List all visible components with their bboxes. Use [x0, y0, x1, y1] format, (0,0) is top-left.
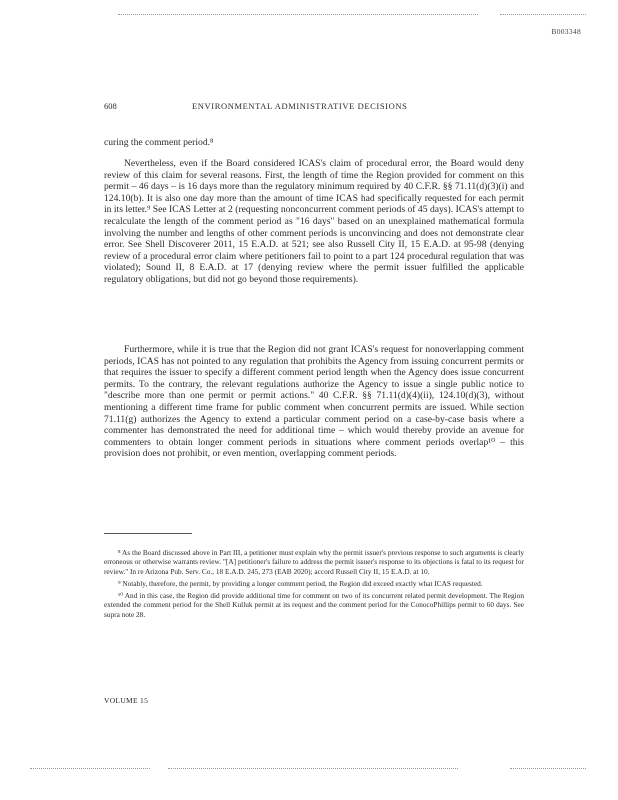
paragraph-text: Nevertheless, even if the Board considered ICAS's claim of procedural error, the Board would deny review of this claim for several reasons. First, the length of time the Region provided for comment on this permit – 46 days – is 16 days more than the regulatory minimum required by 40 C.F.R. §§ 71.11(d)(3)(i) and 124.10(b). It is also one day more than the amount of time ICAS had specifically requested for each permit in its letter.⁹ See ICAS Letter at 2 (requesting nonconcurrent comment periods of 45 days). ICAS's attempt to recalculate the length of the comment period as "16 days" based on an unexplained mathematical formula involving the number and lengths of other comment periods is unconvincing and does not demonstrate clear error. See Shell Discoverer 2011, 15 E.A.D. at 521; see also Russell City II, 15 E.A.D. at 95-98 (denying review of a procedural error claim where petitioners fail to point to a part 124 procedural regulation that was violated); Sound II, 8 E.A.D. at 17 (denying review where the permit issuer fulfilled the applicable regulatory obligations, but did not go beyond those requirements). [104, 158, 524, 285]
footnote-10: ¹⁰ And in this case, the Region did provide additional time for comment on two of its concurrent related permit development. The Region extended the comment period for the Shell Kulluk permit at its request and the comment period for the ConocoPhillips permit to 60 days. See supra note 28. [104, 591, 524, 619]
page-number: 608 [104, 101, 117, 111]
body-paragraph-1 [104, 137, 524, 149]
scan-dotted-edge-bottom-right [510, 768, 586, 769]
volume-label: VOLUME 15 [104, 696, 149, 705]
scan-dotted-edge-top-right [500, 14, 586, 15]
body-paragraph-2 [104, 158, 524, 286]
footnote-rule [104, 533, 192, 534]
body-paragraph-3 [104, 344, 524, 460]
footnotes [104, 548, 524, 622]
paragraph-text: Furthermore, while it is true that the Region did not grant ICAS's request for nonoverlapping comment periods, ICAS has not pointed to any regulation that prohibits the Agency from issuing concurrent permits or that requires the issuer to specify a different comment period length when the Agency does issue concurrent permits. To the contrary, the relevant regulations authorize the Agency to issue a single public notice to "describe more than one permit or permit actions." 40 C.F.R. §§ 71.11(d)(4)(ii), 124.10(d)(3), without mentioning a different time frame for public comment when concurrent permits are issued. While section 71.11(g) authorizes the Agency to extend a particular comment period on a case-by-case basis where a commenter has demonstrated the need for additional time – which would thereby provide an avenue for commenters to obtain longer comment periods in situations where comment periods overlap¹⁰ – this provision does not prohibit, or even mention, overlapping comment periods. [104, 344, 524, 460]
footnote-9: ⁹ Notably, therefore, the permit, by providing a longer comment period, the Region did exceed exactly what ICAS requested. [118, 578, 483, 588]
footnote-8: ⁸ As the Board discussed above in Part III, a petitioner must explain why the permit issuer's previous response to such arguments is clearly erroneous or otherwise warrants review. "[A] petitioner's failure to address the permit issuer's response to its objections is fatal to its request for review." In re Arizona Pub. Serv. Co., 18 E.A.D. 245, 273 (EAB 2020); accord Russell City II, 15 E.A.D. at 10. [104, 548, 524, 576]
scan-dotted-edge-bottom [168, 768, 458, 769]
running-title: ENVIRONMENTAL ADMINISTRATIVE DECISIONS [192, 101, 408, 111]
scan-dotted-edge-bottom-left [30, 768, 150, 769]
bates-number: B003348 [551, 27, 581, 36]
continuation-line: curing the comment period.⁸ [104, 137, 214, 148]
scan-dotted-edge-top [118, 14, 478, 15]
